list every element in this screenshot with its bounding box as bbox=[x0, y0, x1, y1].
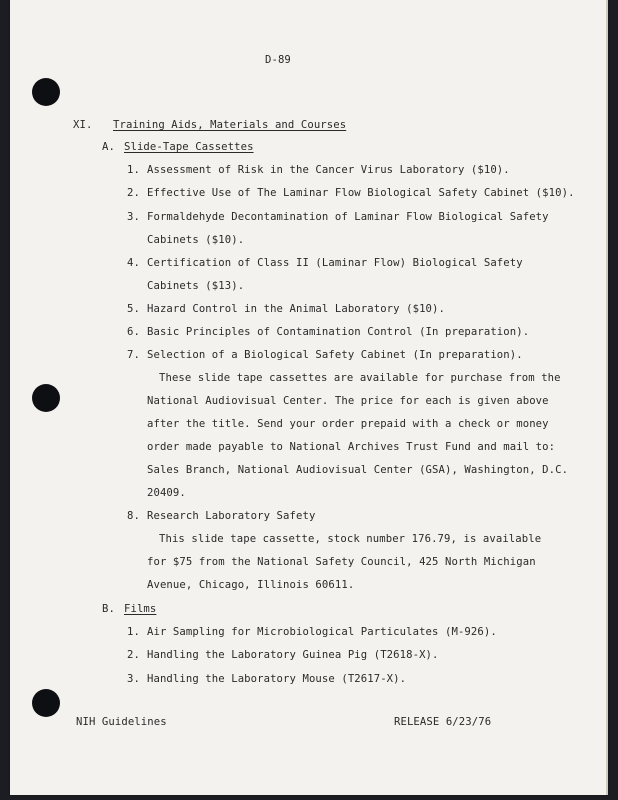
list-item-number: 1. bbox=[127, 626, 140, 638]
list-item: Effective Use of The Laminar Flow Biological Safety Cabinet ($10). bbox=[147, 187, 575, 199]
list-item-continuation: Cabinets ($13). bbox=[147, 280, 245, 292]
list-item: Air Sampling for Microbiological Particulates (M-926). bbox=[147, 626, 497, 638]
page-number: D-89 bbox=[265, 54, 291, 66]
subsection-b-letter: B. bbox=[102, 603, 115, 615]
paragraph-line: National Audiovisual Center. The price for each is given above bbox=[147, 395, 549, 407]
list-item: Formaldehyde Decontamination of Laminar Flow Biological Safety bbox=[147, 211, 549, 223]
paragraph-line: This slide tape cassette, stock number 176.79, is available bbox=[159, 533, 542, 545]
paragraph-line: after the title. Send your order prepaid with a check or money bbox=[147, 418, 549, 430]
list-item: Hazard Control in the Animal Laboratory ($10). bbox=[147, 303, 445, 315]
list-item: Certification of Class II (Laminar Flow) Biological Safety bbox=[147, 257, 523, 269]
list-item: Basic Principles of Contamination Control (In preparation). bbox=[147, 326, 530, 338]
punch-hole bbox=[32, 384, 60, 412]
subsection-a-title: Slide-Tape Cassettes bbox=[124, 141, 254, 153]
paragraph-line: Sales Branch, National Audiovisual Center (GSA), Washington, D.C. bbox=[147, 464, 569, 476]
list-item-number: 2. bbox=[127, 187, 140, 199]
list-item: Handling the Laboratory Guinea Pig (T2618-X). bbox=[147, 649, 439, 661]
list-item: Assessment of Risk in the Cancer Virus Laboratory ($10). bbox=[147, 164, 510, 176]
punch-hole bbox=[32, 689, 60, 717]
paragraph-line: for $75 from the National Safety Council, 425 North Michigan bbox=[147, 556, 536, 568]
subsection-a-letter: A. bbox=[102, 141, 115, 153]
list-item-number: 8. bbox=[127, 510, 140, 522]
document-page bbox=[10, 0, 608, 795]
paragraph-line: 20409. bbox=[147, 487, 186, 499]
list-item: Handling the Laboratory Mouse (T2617-X). bbox=[147, 673, 407, 685]
list-item-number: 6. bbox=[127, 326, 140, 338]
list-item: Selection of a Biological Safety Cabinet (In preparation). bbox=[147, 349, 523, 361]
list-item-number: 3. bbox=[127, 211, 140, 223]
list-item-number: 5. bbox=[127, 303, 140, 315]
list-item-number: 7. bbox=[127, 349, 140, 361]
list-item-number: 3. bbox=[127, 673, 140, 685]
subsection-b-title: Films bbox=[124, 603, 157, 615]
list-item-number: 4. bbox=[127, 257, 140, 269]
section-title: Training Aids, Materials and Courses bbox=[113, 119, 347, 131]
paragraph-line: These slide tape cassettes are available for purchase from the bbox=[159, 372, 561, 384]
section-numeral: XI. bbox=[73, 119, 93, 131]
paragraph-line: order made payable to National Archives Trust Fund and mail to: bbox=[147, 441, 556, 453]
list-item-number: 1. bbox=[127, 164, 140, 176]
punch-hole bbox=[32, 78, 60, 106]
footer-left: NIH Guidelines bbox=[76, 716, 167, 728]
list-item: Research Laboratory Safety bbox=[147, 510, 316, 522]
footer-right: RELEASE 6/23/76 bbox=[394, 716, 492, 728]
paragraph-line: Avenue, Chicago, Illinois 60611. bbox=[147, 579, 355, 591]
list-item-continuation: Cabinets ($10). bbox=[147, 234, 245, 246]
list-item-number: 2. bbox=[127, 649, 140, 661]
